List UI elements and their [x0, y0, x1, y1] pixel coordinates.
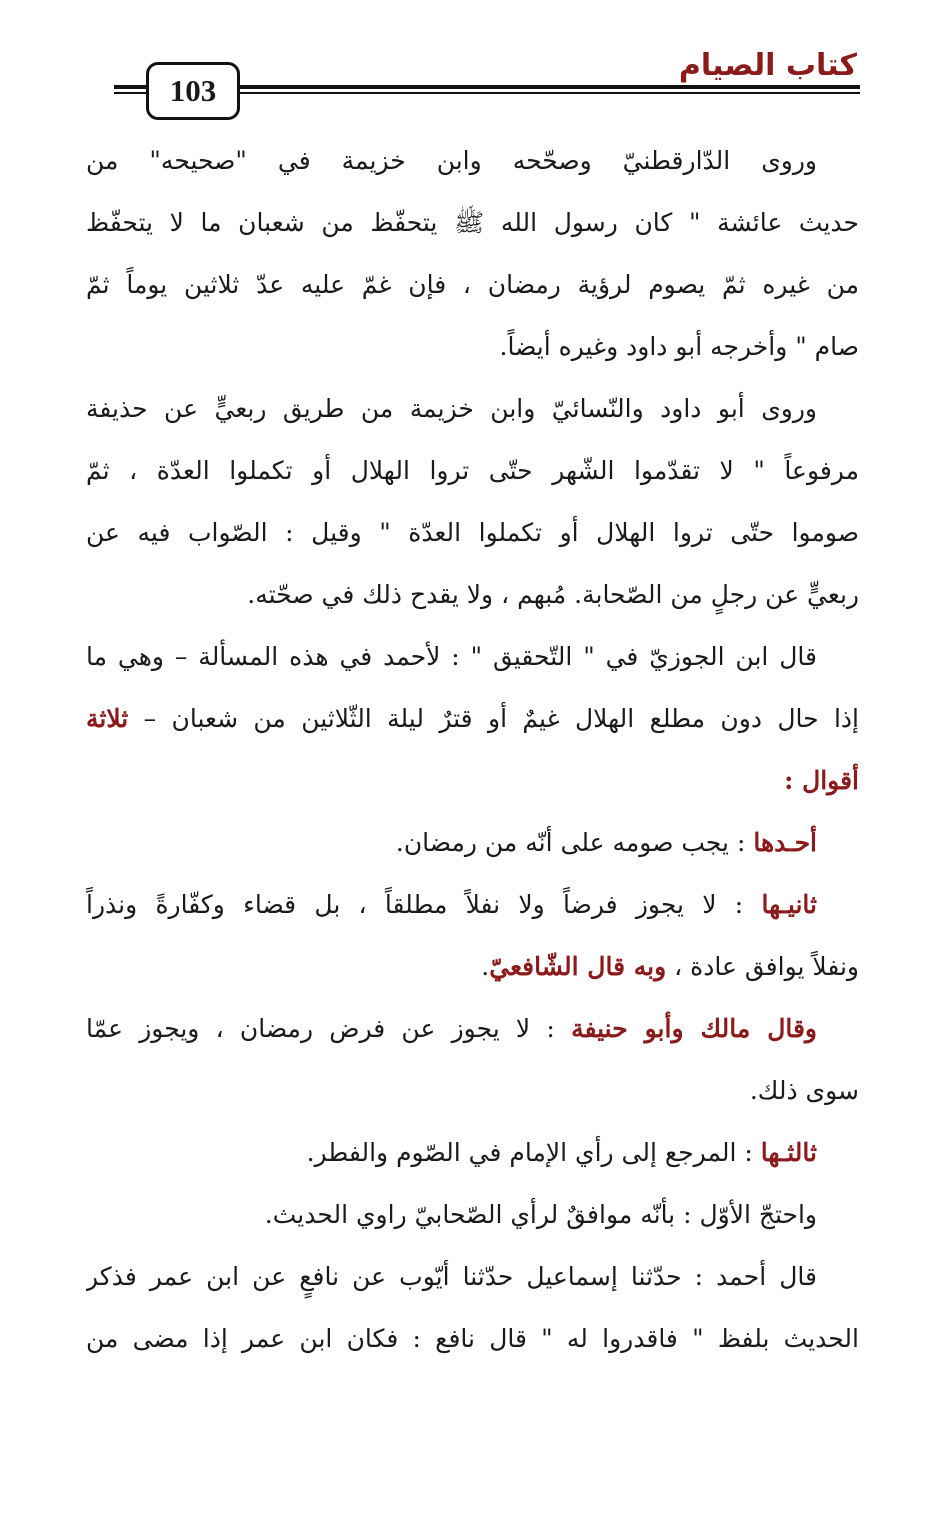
- text-segment: وروى أبو داود والنّسائيّ وابن خزيمة من طريق ربعيٍّ عن حذيفة: [86, 394, 817, 423]
- text-segment: حديث عائشة " كان رسول الله ﷺ يتحفّظ من شعبان ما لا يتحفّظ: [86, 208, 859, 237]
- text-segment: سوى ذلك.: [749, 1076, 859, 1105]
- text-segment: : لا يجوز عن فرض رمضان ، ويجوز عمّا: [86, 1014, 572, 1043]
- text-line: [86, 1060, 859, 1122]
- text-line: [86, 998, 859, 1060]
- highlighted-text: أحـدها: [753, 828, 817, 857]
- text-line: [86, 1122, 859, 1184]
- text-line: [86, 502, 859, 564]
- page-number: 103: [146, 62, 240, 120]
- text-line: [86, 750, 859, 812]
- text-line: [86, 1246, 859, 1308]
- text-segment: مرفوعاً " لا تقدّموا الشّهر حتّى تروا الهلال أو تكملوا العدّة ، ثمّ: [86, 456, 859, 485]
- highlighted-text: ثالثـها: [760, 1138, 817, 1167]
- book-title: كتاب الصيام: [678, 48, 857, 83]
- text-segment: صوموا حتّى تروا الهلال أو تكملوا العدّة " وقيل : الصّواب فيه عن: [86, 518, 859, 547]
- text-segment: : لا يجوز فرضاً ولا نفلاً مطلقاً ، بل قضاء وكفّارةً ونذراً: [86, 890, 762, 919]
- text-segment: واحتجّ الأوّل : بأنّه موافقٌ لرأي الصّحابيّ راوي الحديث.: [264, 1200, 817, 1229]
- text-segment: قال أحمد : حدّثنا إسماعيل حدّثنا أيّوب عن نافعٍ عن ابن عمر فذكر: [86, 1262, 817, 1291]
- text-line: [86, 564, 859, 626]
- text-segment: وروى الدّارقطنيّ وصحّحه وابن خزيمة في "صحيحه" من: [86, 146, 817, 175]
- text-line: [86, 1184, 859, 1246]
- highlighted-text: أقوال :: [784, 766, 859, 795]
- text-segment: إذا حال دون مطلع الهلال غيمٌ أو قترٌ ليلة الثّلاثين من شعبان –: [128, 704, 859, 733]
- text-line: [86, 1308, 859, 1370]
- text-line: [86, 936, 859, 998]
- text-segment: ربعيٍّ عن رجلٍ من الصّحابة. مُبهم ، ولا يقدح ذلك في صحّته.: [247, 580, 859, 609]
- header-rule-thick-right: [232, 85, 860, 89]
- text-line: [86, 874, 859, 936]
- text-segment: قال ابن الجوزيّ في " التّحقيق " : لأحمد في هذه المسألة – وهي ما: [86, 642, 817, 671]
- text-line: [86, 316, 859, 378]
- text-line: [86, 378, 859, 440]
- text-segment: .: [481, 952, 490, 981]
- text-line: [86, 192, 859, 254]
- text-line: [86, 254, 859, 316]
- text-segment: : يجب صومه على أنّه من رمضان.: [395, 828, 754, 857]
- highlighted-text: ثلاثة: [86, 704, 129, 733]
- text-segment: صام " وأخرجه أبو داود وغيره أيضاً.: [499, 332, 859, 361]
- text-segment: : المرجع إلى رأي الإمام في الصّوم والفطر.: [306, 1138, 761, 1167]
- text-segment: ونفلاً يوافق عادة ،: [666, 952, 859, 981]
- text-segment: من غيره ثمّ يصوم لرؤية رمضان ، فإن غمّ عليه عدّ ثلاثين يوماً ثمّ: [86, 270, 859, 299]
- header-rule-thin-right: [232, 92, 860, 94]
- page-header: [0, 0, 945, 125]
- header-rule-thick-left: [114, 85, 148, 89]
- text-line: [86, 130, 859, 192]
- highlighted-text: وبه قال الشّافعيّ: [489, 952, 667, 981]
- text-line: [86, 440, 859, 502]
- highlighted-text: ثانيـها: [761, 890, 817, 919]
- header-rule-thin-left: [114, 92, 148, 94]
- text-line: [86, 688, 859, 750]
- body-text: [86, 130, 859, 1370]
- highlighted-text: وقال مالك وأبو حنيفة: [571, 1014, 817, 1043]
- text-segment: الحديث بلفظ " فاقدروا له " قال نافع : فكان ابن عمر إذا مضى من: [86, 1324, 859, 1353]
- text-line: [86, 812, 859, 874]
- text-line: [86, 626, 859, 688]
